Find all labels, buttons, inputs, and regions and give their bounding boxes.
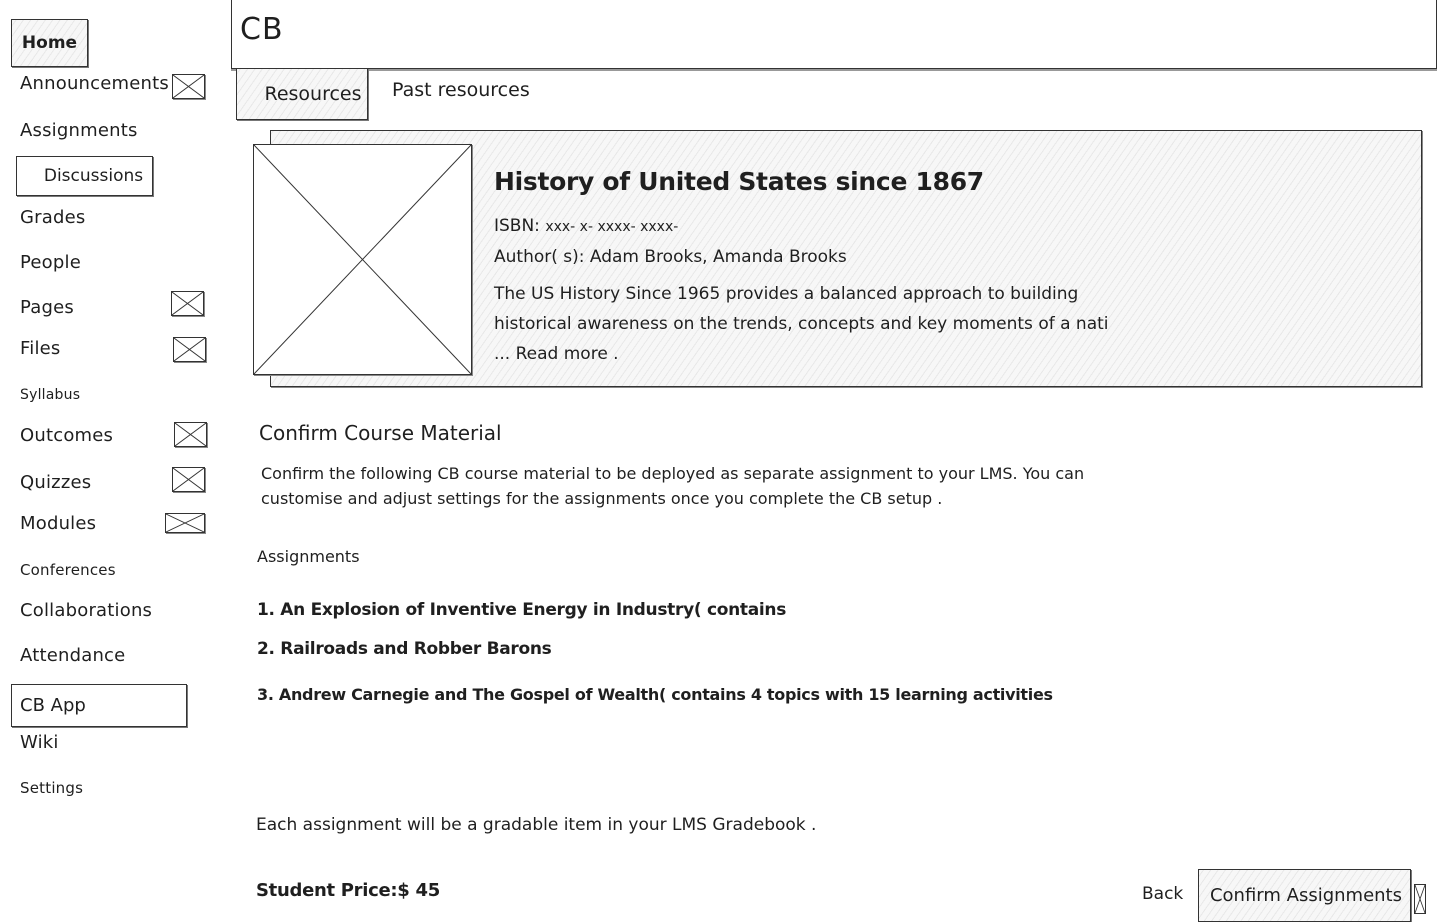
sidebar-item-label: Attendance (20, 645, 126, 666)
sidebar-item-syllabus[interactable] (20, 387, 80, 403)
read-more-link[interactable]: Read more . (515, 344, 619, 364)
sidebar-item-quizzes[interactable] (20, 472, 91, 493)
quizzes-placeholder-icon (172, 467, 205, 492)
sidebar-item-label: Files (20, 338, 61, 359)
book-description (494, 279, 1114, 369)
sidebar (0, 0, 225, 922)
assignment-item: 2. Railroads and Robber Barons (257, 639, 552, 659)
pages-placeholder-icon (171, 291, 204, 316)
sidebar-item-label: Modules (20, 513, 97, 534)
sidebar-item-label: Discussions (43, 166, 144, 186)
sidebar-item-label: Conferences (20, 561, 116, 579)
files-placeholder-icon (173, 337, 206, 362)
book-cover-placeholder-icon (253, 144, 472, 375)
sidebar-item-home[interactable] (11, 19, 88, 67)
sidebar-item-label: Outcomes (20, 425, 114, 446)
confirm-section-description: Confirm the following CB course material to be deployed as separate assignment to your LMS. You can customise and adjust settings for the assignments once you complete the CB setup . (261, 464, 1085, 508)
sidebar-item-cb-app[interactable] (11, 684, 187, 727)
announcements-placeholder-icon (172, 74, 205, 99)
tab-past-resources[interactable] (392, 79, 530, 101)
isbn-label: ISBN: (494, 216, 540, 236)
book-authors: Author( s): Adam Brooks, Amanda Brooks (494, 247, 847, 267)
confirm-button-label: Confirm Assignments (1209, 885, 1402, 906)
sidebar-item-discussions[interactable] (16, 156, 153, 196)
tab-label: Resources (264, 83, 362, 105)
modules-placeholder-icon (165, 513, 205, 533)
assignment-item: 3. Andrew Carnegie and The Gospel of Wealth( contains 4 topics with 15 learning activities (257, 685, 1053, 704)
confirm-assignments-button[interactable] (1198, 869, 1411, 922)
sidebar-item-label: Wiki (20, 732, 59, 753)
sidebar-item-pages[interactable] (20, 297, 74, 318)
sidebar-item-announcements[interactable] (20, 73, 169, 94)
description-text: The US History Since 1965 provides a balanced approach to building historical awareness on the trends, concepts and key moments of a nati ... (494, 284, 1109, 364)
sidebar-item-grades[interactable] (20, 207, 85, 228)
sidebar-item-settings[interactable] (20, 779, 83, 797)
assignments-label: Assignments (257, 547, 360, 566)
page-title: CB (240, 12, 284, 47)
gradebook-note: Each assignment will be a gradable item in your LMS Gradebook . (256, 815, 817, 835)
book-isbn (494, 216, 678, 236)
sidebar-item-label: People (20, 252, 82, 273)
sidebar-item-label: Quizzes (20, 472, 92, 493)
sidebar-item-files[interactable] (20, 338, 61, 359)
sidebar-item-wiki[interactable] (20, 732, 59, 753)
sidebar-item-assignments[interactable] (20, 120, 138, 141)
sidebar-item-people[interactable] (20, 252, 81, 273)
sidebar-item-label: CB App (20, 695, 86, 716)
assignment-item: 1. An Explosion of Inventive Energy in Industry( contains (257, 600, 787, 620)
sidebar-item-collaborations[interactable] (20, 600, 152, 621)
sidebar-item-label: Settings (20, 779, 84, 797)
back-button[interactable]: Back (1142, 884, 1184, 904)
sidebar-item-label: Home (21, 33, 78, 53)
isbn-value: xxx- x- xxxx- xxxx- (545, 219, 679, 235)
sidebar-item-label: Assignments (20, 120, 138, 141)
tab-label: Past resources (392, 79, 530, 101)
outcomes-placeholder-icon (174, 422, 207, 447)
student-price: Student Price:$ 45 (256, 880, 440, 901)
sidebar-item-modules[interactable] (20, 513, 96, 534)
book-title: History of United States since 1867 (494, 167, 984, 196)
header-bar (231, 0, 1437, 69)
tab-resources[interactable] (236, 68, 368, 120)
sidebar-item-label: Collaborations (20, 600, 153, 621)
sidebar-item-label: Grades (20, 207, 86, 228)
confirm-section-title: Confirm Course Material (259, 421, 502, 445)
sidebar-item-label: Pages (20, 297, 74, 318)
scroll-handle-icon[interactable] (1414, 884, 1426, 914)
sidebar-item-label: Announcements (20, 73, 169, 94)
sidebar-item-conferences[interactable] (20, 561, 116, 579)
sidebar-item-outcomes[interactable] (20, 425, 113, 446)
sidebar-item-label: Syllabus (20, 387, 81, 403)
sidebar-item-attendance[interactable] (20, 645, 125, 666)
